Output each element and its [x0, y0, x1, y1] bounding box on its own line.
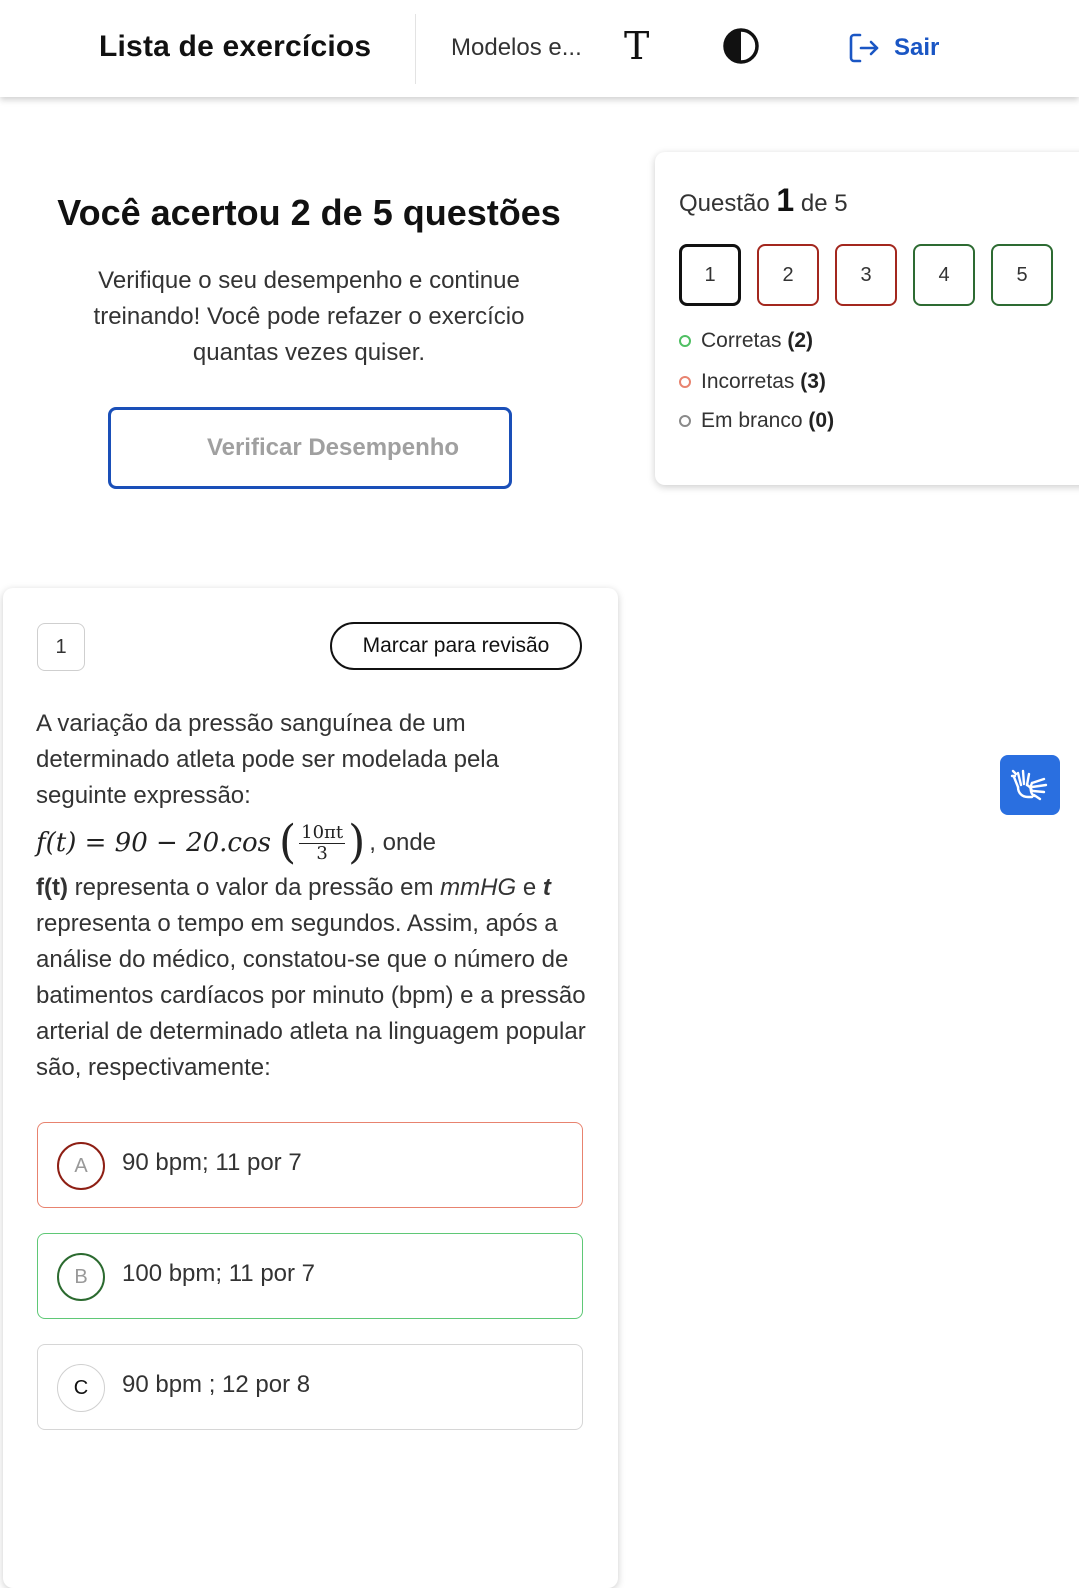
body-ft: f(t)	[36, 874, 68, 901]
option-a-letter: A	[57, 1142, 105, 1190]
legend-correct	[679, 329, 813, 353]
question-button-5[interactable]: 5	[991, 244, 1053, 306]
formula-close-paren: )	[348, 815, 366, 870]
body-t: t	[542, 874, 551, 901]
question-body	[36, 870, 596, 1086]
legend-incorrect-label: Incorretas	[701, 370, 795, 393]
verify-performance-button[interactable]: Verificar Desempenho	[108, 407, 512, 489]
option-c-text: 90 bpm ; 12 por 8	[122, 1371, 311, 1398]
legend-dot-blank	[679, 415, 691, 427]
legend-blank-label: Em branco	[701, 409, 803, 432]
logout-button[interactable]	[846, 30, 939, 66]
option-a[interactable]	[37, 1122, 583, 1208]
legend-incorrect-count: (3)	[800, 370, 826, 393]
question-button-1[interactable]: 1	[679, 244, 741, 306]
question-navigator	[655, 152, 1079, 485]
logout-icon	[846, 30, 882, 66]
body-part-2: e	[516, 874, 543, 901]
option-a-text: 90 bpm; 11 por 7	[122, 1149, 302, 1176]
legend-blank-count: (0)	[808, 409, 835, 432]
legend-dot-correct	[679, 335, 691, 347]
question-card	[3, 588, 618, 1588]
result-title: Você acertou 2 de 5 questões	[57, 192, 561, 233]
mark-for-review-button[interactable]: Marcar para revisão	[330, 622, 582, 670]
formula-fraction	[299, 823, 345, 864]
header-subtitle[interactable]: Modelos e...	[451, 34, 582, 61]
sign-language-icon	[1010, 765, 1050, 805]
navigator-heading-suffix: de 5	[800, 190, 848, 217]
question-button-2[interactable]: 2	[757, 244, 819, 306]
formula-numerator: 10πt	[301, 821, 344, 843]
font-size-icon[interactable]: T	[624, 24, 650, 68]
body-part-3: representa o tempo em segundos. Assim, após a análise do médico, constatou-se que o número de batimentos cardíacos por minuto (bpm) e a pressão arterial de determinado atleta na linguagem popular são, respectivamente:	[36, 910, 586, 1081]
legend-blank	[679, 409, 834, 433]
legend-correct-label: Corretas	[701, 329, 782, 352]
question-intro: A variação da pressão sanguínea de um determinado atleta pode ser modelada pela seguinte expressão:	[36, 710, 499, 809]
legend-dot-incorrect	[679, 376, 691, 388]
question-number: 1	[37, 623, 85, 671]
option-b[interactable]	[37, 1233, 583, 1319]
option-b-letter: B	[57, 1253, 105, 1301]
question-formula	[36, 814, 436, 872]
question-button-3[interactable]: 3	[835, 244, 897, 306]
formula-tail: , onde	[369, 829, 437, 856]
navigator-heading	[679, 182, 848, 219]
formula-function: cos	[227, 828, 271, 858]
navigator-current-number: 1	[776, 182, 795, 218]
contrast-icon[interactable]	[722, 27, 760, 65]
header-divider	[415, 14, 416, 84]
formula-open-paren: (	[278, 815, 297, 870]
top-header	[0, 0, 1079, 97]
formula-denominator: 3	[316, 842, 328, 864]
body-part-1: representa o valor da pressão em	[67, 874, 441, 901]
result-description: Verifique o seu desempenho e continue treinando! Você pode refazer o exercício quantas vezes quiser.	[93, 267, 525, 366]
formula-lhs: f(t) = 90 − 20.	[36, 828, 228, 858]
option-b-text: 100 bpm; 11 por 7	[122, 1260, 316, 1287]
body-unit: mmHG	[440, 874, 517, 901]
sign-language-button[interactable]	[1000, 755, 1060, 815]
app-title: Lista de exercícios	[99, 30, 372, 63]
legend-incorrect	[679, 370, 826, 394]
navigator-heading-prefix: Questão	[679, 190, 770, 217]
question-button-4[interactable]: 4	[913, 244, 975, 306]
logout-label: Sair	[894, 34, 940, 61]
option-c[interactable]	[37, 1344, 583, 1430]
option-c-letter: C	[57, 1364, 105, 1412]
legend-correct-count: (2)	[787, 329, 814, 352]
